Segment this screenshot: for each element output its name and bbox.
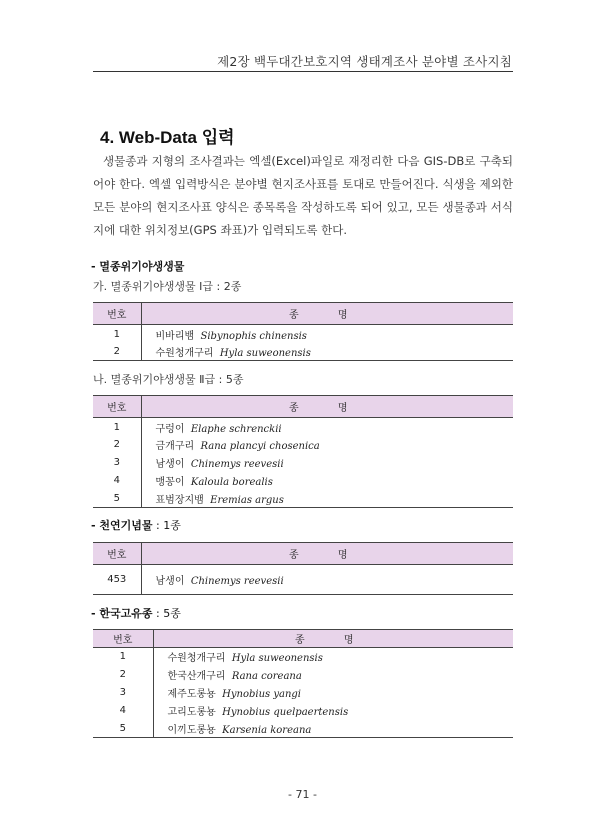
table-row: [93, 684, 513, 702]
monument-table: [93, 542, 513, 595]
col-name-header: [141, 543, 513, 565]
grade2-table: [93, 395, 513, 508]
kor-name: 맹꽁이: [155, 477, 185, 488]
row-no: 2: [93, 436, 141, 454]
kor-name: 고리도롱뇽: [167, 707, 216, 718]
section-title-text: Web-Data 입력: [118, 128, 235, 147]
row-no: 1: [93, 648, 153, 666]
intro-text: 생물종과 지형의 조사결과는 엑셀(Excel)파일로 재정리한 다음 GIS-DB로 구축되어야 한다. 엑셀 입력방식은 분야별 현지조사표를 토대로 만들어진다. 식생을 제외한 모든 분야의 현지조사표 양식은 종목록을 작성하도록 되어 있고, 모든 생물종과 서식지에 대한 위치정보(GPS 좌표)가 입력되도록 한다.: [93, 154, 513, 237]
table-header-row: [93, 396, 513, 418]
kor-name: 남생이: [155, 459, 185, 470]
table-row: [93, 472, 513, 490]
row-no: 1: [93, 325, 141, 343]
col-name-header: [141, 303, 513, 325]
sci-name: Hyla suweonensis: [231, 653, 323, 665]
table-row: [93, 454, 513, 472]
row-no: 5: [93, 720, 153, 738]
row-species: [141, 490, 513, 508]
table-row: [93, 702, 513, 720]
row-no: 4: [93, 702, 153, 720]
kor-name: 이끼도롱뇽: [167, 724, 216, 736]
col-no-header: 번호: [93, 303, 141, 325]
table-row: [93, 720, 513, 738]
sci-name: Karsenia koreana: [222, 724, 312, 736]
row-species: [153, 702, 513, 720]
table-row: [93, 565, 513, 595]
table-row: [93, 490, 513, 508]
row-species: [153, 684, 513, 702]
table-row: [93, 343, 513, 361]
monument-heading: [91, 517, 181, 533]
row-no: 453: [93, 565, 141, 595]
table-row: [93, 325, 513, 343]
col-name-label: 종 명: [289, 403, 366, 414]
col-name-label: 종 명: [289, 550, 366, 561]
row-no: 3: [93, 454, 141, 472]
page-number: - 71 -: [288, 788, 317, 801]
row-species: [141, 472, 513, 490]
row-species: [141, 325, 513, 343]
row-species: [141, 343, 513, 361]
sci-name: Kaloula borealis: [190, 477, 273, 488]
kor-name: 표범장지뱀: [155, 494, 204, 506]
sci-name: Hynobius quelpaertensis: [222, 707, 349, 718]
row-no: 5: [93, 490, 141, 508]
sci-name: Hynobius yangi: [222, 689, 302, 700]
kor-name: 제주도롱뇽: [167, 689, 216, 700]
col-name-label: 종 명: [289, 310, 366, 321]
row-no: 4: [93, 472, 141, 490]
row-species: [141, 418, 513, 436]
row-species: [153, 648, 513, 666]
endemic-table: [93, 629, 513, 738]
row-no: 3: [93, 684, 153, 702]
col-no-header: 번호: [93, 396, 141, 418]
intro-paragraph: [93, 150, 513, 242]
monument-heading-text: - 천연기념물: [91, 519, 153, 532]
col-no-header: 번호: [93, 630, 153, 648]
col-no-header: 번호: [93, 543, 141, 565]
kor-name: 한국산개구리: [167, 671, 226, 682]
sci-name: Eremias argus: [210, 494, 284, 506]
row-species: [141, 565, 513, 595]
section-number: 4.: [100, 128, 115, 147]
sci-name: Elaphe schrenckii: [190, 424, 282, 436]
row-species: [141, 436, 513, 454]
kor-name: 수원청개구리: [155, 347, 214, 359]
table-header-row: [93, 543, 513, 565]
kor-name: 비바리뱀: [155, 331, 195, 343]
kor-name: 구렁이: [155, 424, 185, 436]
grade2-caption: 나. 멸종위기야생생물 Ⅱ급 : 5종: [93, 373, 244, 386]
col-name-header: [153, 630, 513, 648]
row-species: [153, 720, 513, 738]
table-row: [93, 648, 513, 666]
sci-name: Chinemys reevesii: [190, 459, 284, 470]
row-no: 1: [93, 418, 141, 436]
running-header: 제2장 백두대간보호지역 생태계조사 분야별 조사지침: [217, 54, 512, 69]
row-species: [153, 666, 513, 684]
endemic-heading-text: - 한국고유종: [91, 607, 153, 620]
table-header-row: [93, 303, 513, 325]
row-no: 2: [93, 666, 153, 684]
kor-name: 수원청개구리: [167, 653, 226, 665]
kor-name: 남생이: [155, 576, 185, 587]
section-title: [100, 123, 235, 148]
row-no: 2: [93, 343, 141, 361]
sci-name: Sibynophis chinensis: [200, 331, 307, 343]
monument-count: : 1종: [152, 519, 181, 532]
table-row: [93, 418, 513, 436]
sci-name: Rana plancyi chosenica: [200, 441, 320, 452]
table-row: [93, 436, 513, 454]
sci-name: Hyla suweonensis: [219, 347, 311, 359]
table-row: [93, 666, 513, 684]
grade1-caption: 가. 멸종위기야생생물 Ⅰ급 : 2종: [93, 280, 242, 293]
col-name-label: 종 명: [295, 635, 372, 646]
grade1-table: [93, 302, 513, 361]
kor-name: 금개구리: [155, 441, 195, 452]
table-header-row: [93, 630, 513, 648]
sci-name: Chinemys reevesii: [190, 576, 284, 587]
sci-name: Rana coreana: [231, 671, 302, 682]
endemic-heading: [91, 605, 181, 621]
endangered-heading: - 멸종위기야생생물: [91, 260, 185, 273]
row-species: [141, 454, 513, 472]
header-rule: [93, 71, 513, 72]
endemic-count: : 5종: [152, 607, 181, 620]
col-name-header: [141, 396, 513, 418]
